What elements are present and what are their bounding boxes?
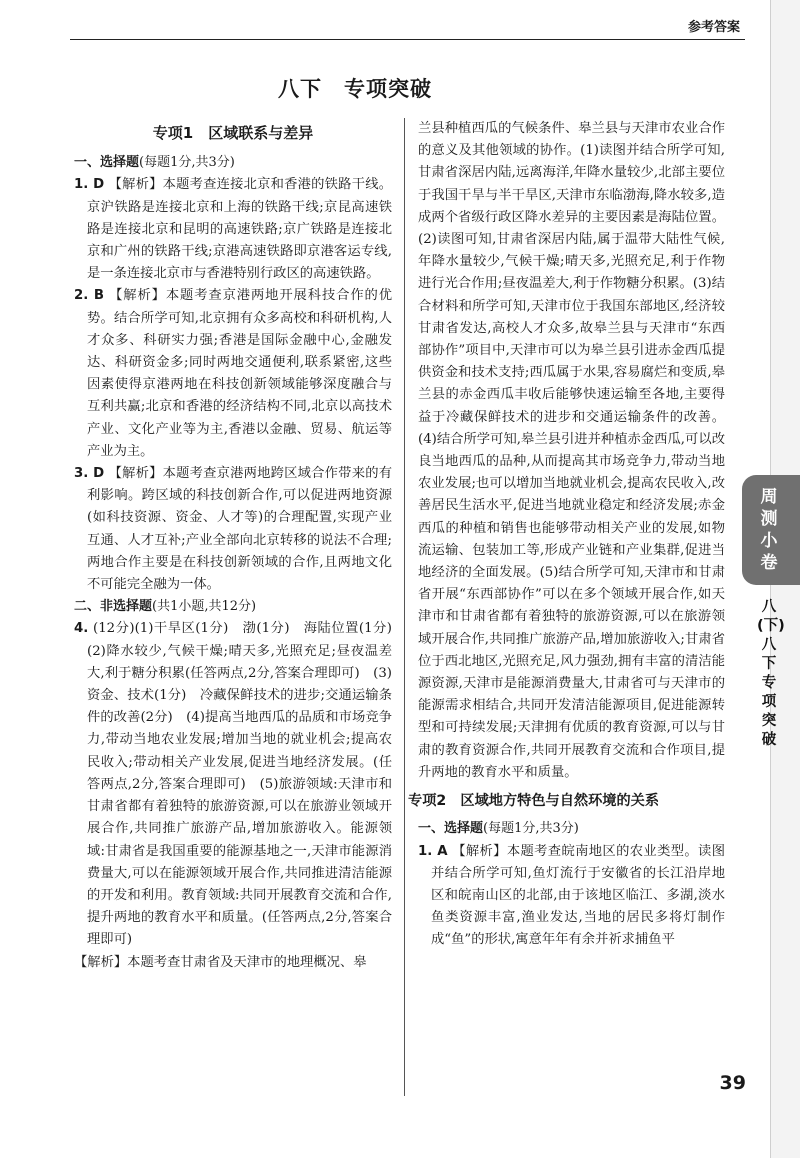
section-2-part-1-heading — [418, 818, 725, 840]
question-3 — [74, 463, 392, 596]
section-2-part-1-label: 一、选择题 — [418, 821, 484, 837]
side-vertical-label: 八(下) 八下 专项突破 — [757, 599, 800, 748]
question-4-text: (12分)(1)干旱区(1分) 渤(1分) 海陆位置(1分) (2)降水较少,气候干燥;晴天多,光照充足;昼夜温差大,利于糖分积累(任答两点,2分,答案合理即可) (3)资金、技术(1分) 冷藏保鲜技术的进步;交通运输条件的改善(2分) (4)提高当地西瓜的品质和市场竞争力,带动当地农业发展;增加当地的就业机会;提高农民收入;带动相关产业发展,促进当地经济发展。(任答两点,2分,答案合理即可) (5)旅游领域:天津市和甘肃省都有着独特的旅游资源,可以在旅游业领域开展合作,共同推广旅游产品,增加旅游收入。能源领域:甘肃省是我国重要的能源基地之一,天津市能源消费量大,可以在能源领域开展合作,共同推进清洁能源的开发和利用。教育领域:共同开展教育交流和合作,提升两地的教育水平和质量。(任答两点,2分,答案合理即可) — [87, 621, 406, 948]
question-2-text: 【解析】本题考查京港两地开展科技合作的优势。结合所学可知,北京拥有众多高校和科研机构,人才众多、科研实力强;香港是国际金融中心,金融发达、科研资金多;同时两地交通便利,联系紧密,这些因素使得京港两地在科技创新领域能够深度融合与互利共赢;北京和香港的经济结构不同,北京以高技术产业、文化产业等为主,香港以金融、贸易、航运等产业为主。 — [87, 288, 392, 459]
question-4 — [74, 618, 406, 951]
page-number: 39 — [719, 1072, 746, 1094]
question-3-number: 3. D — [74, 466, 105, 482]
section-2-part-1-sub: (每题1分,共3分) — [483, 821, 579, 837]
part-1-label: 一、选择题 — [74, 155, 140, 171]
column-divider — [404, 118, 405, 1096]
part-2-sub: (共1小题,共12分) — [152, 599, 257, 615]
question-1 — [74, 174, 392, 285]
part-1-sub: (每题1分,共3分) — [139, 155, 235, 171]
part-2-heading — [74, 596, 392, 618]
part-2-label: 二、非选择题 — [74, 599, 153, 615]
right-column — [408, 118, 725, 952]
section-2-question-1-number: 1. A — [418, 843, 448, 859]
question-1-text: 【解析】本题考查连接北京和香港的铁路干线。京沪铁路是连接北京和上海的铁路干线;京昆高速铁路是连接北京和昆明的高速铁路;京广铁路是连接北京和广州的铁路干线;京港高速铁路即京港客运专线,是一条连接北京市与香港特别行政区的高速铁路。 — [87, 177, 392, 282]
section-2-question-1 — [418, 841, 725, 952]
page-title: 八下 专项突破 — [278, 77, 432, 101]
section-1-title: 专项1 区域联系与差异 — [152, 124, 314, 142]
question-2-number: 2. B — [74, 288, 104, 304]
part-1-heading — [74, 152, 392, 174]
section-2-title: 专项2 区域地方特色与自然环境的关系 — [408, 793, 660, 810]
reference-answer-label: 参考答案 — [687, 20, 740, 35]
question-1-number: 1. D — [74, 177, 105, 193]
section-2-question-1-text: 【解析】本题考查皖南地区的农业类型。读图并结合所学可知,鱼灯流行于安徽省的长江沿岸地区和皖南山区的北部,由于该地区临江、多湖,淡水鱼类资源丰富,渔业发达,当地的居民多将灯制作成“鱼”的形状,寓意年年有余并祈求捕鱼平 — [431, 843, 725, 948]
question-4-number: 4. — [74, 621, 89, 637]
question-2 — [74, 285, 392, 463]
header-rule — [70, 39, 745, 40]
question-4-analysis: 【解析】本题考查甘肃省及天津市的地理概况、皋 — [74, 954, 367, 970]
side-tab-label: 周测小卷 — [760, 487, 778, 573]
question-4-analysis-continued: 兰县种植西瓜的气候条件、皋兰县与天津市农业合作的意义及其他领域的协作。(1)读图并结合所学可知,甘肃省深居内陆,远离海洋,年降水量较少,北部主要位于我国干旱与半干旱区,天津市东临渤海,降水较多,造成两个省级行政区降水差异的主要因素是海陆位置。(2)读图可知,甘肃省深居内陆,属于温带大陆性气候,年降水量较少,气候干燥;晴天多,光照充足,利于作物进行光合作用;昼夜温差大,利于作物糖分积累。(3)结合材料和所学可知,天津市位于我国东部地区,经济较甘肃省发达,高校人才众多,故皋兰县与天津市“东西部协作”项目中,天津市可以为皋兰县引进赤金西瓜提供资金和技术支持;西瓜属于水果,容易腐烂和变质,皋兰县的赤金西瓜丰收后能够快速运输至各地,主要得益于冷藏保鲜技术的进步和交通运输条件的改善。(4)结合所学可知,皋兰县引进并种植赤金西瓜,可以改良当地西瓜的品种,从而提高其市场竞争力,带动当地农业发展;也可以增加当地就业机会,提高农民收入,改善居民生活水平,促进当地就业稳定和经济发展;赤金西瓜的种植和销售也能够带动相关产业的发展,如物流运输、包装加工等,形成产业链和产业集群,促进当地经济的全面发展。(5)结合所学可知,天津市和甘肃省开展“东西部协作”可以在多个领域开展合作,如天津市和甘肃省都有着独特的旅游资源,可以在旅游领域开展合作,共同推广旅游产品,增加旅游收入;甘肃省位于西北地区,光照充足,风力强劲,拥有丰富的清洁能源资源,天津市是能源消费量大,甘肃省可与天津市的能源需求相结合,共同开发清洁能源项目,促进能源转型和可持续发展;天津拥有优质的教育资源,可以与甘肃的教育资源合作,共同开展教育交流和合作项目,提升两地的教育水平和质量。 — [418, 121, 725, 780]
question-3-text: 【解析】本题考查京港两地跨区域合作带来的有利影响。跨区域的科技创新合作,可以促进两地资源(如科技资源、资金、人才等)的合理配置,实现产业互通、人才互补;产业全部向北京转移的说法不合理;两地合作主要是在科技创新领域的合作,且两地文化不可能完全融为一体。 — [87, 466, 392, 593]
left-column — [74, 118, 406, 974]
